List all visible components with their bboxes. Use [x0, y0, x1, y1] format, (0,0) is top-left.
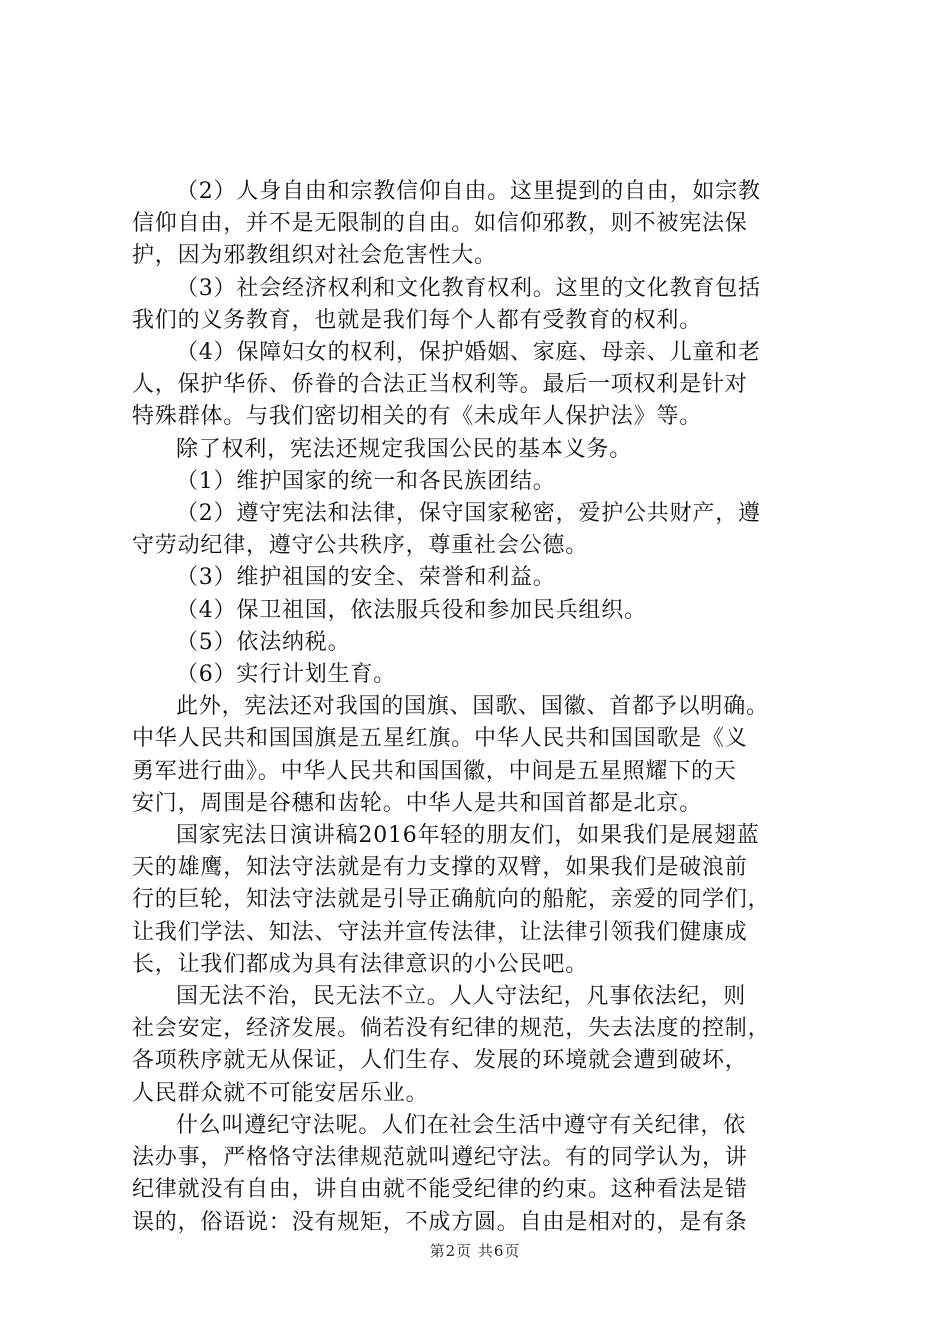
paragraph-women-rights: （4）保障妇女的权利，保护婚姻、家庭、母亲、儿童和老 人，保护华侨、侨眷的合法正当权利等。最后一项权利是针对 特殊群体。与我们密切相关的有《未成年人保护法》等。: [132, 340, 761, 430]
paragraph-duty-4: （4）保卫祖国，依法服兵役和参加民兵组织。: [176, 597, 647, 623]
paragraph-education-rights: （3）社会经济权利和文化教育权利。这里的文化教育包括 我们的义务教育，也就是我们每个人都有受教育的权利。: [132, 275, 761, 333]
paragraph-duty-2: （2）遵守宪法和法律，保守国家秘密，爱护公共财产，遵 守劳动纪律，遵守公共秩序，尊重社会公德。: [132, 501, 761, 559]
paragraph-national-symbols: 此外，宪法还对我国的国旗、国歌、国徽、首都予以明确。 中华人民共和国国旗是五星红旗。中华人民共和国国歌是《义 勇军进行曲》。中华人民共和国国徽，中间是五星照耀下的天 安门，周围是谷穗和齿轮。中华人是共和国首都是北京。: [132, 694, 769, 816]
paragraph-personal-freedom: （2）人身自由和宗教信仰自由。这里提到的自由，如宗教 信仰自由，并不是无限制的自由。如信仰邪教，则不被宪法保 护，因为邪教组织对社会危害性大。: [132, 179, 761, 269]
paragraph-duty-3: （3）维护祖国的安全、荣誉和利益。: [176, 565, 556, 591]
page-number-footer: 第2页 共6页: [429, 1242, 521, 1260]
document-body: [132, 176, 852, 1239]
paragraph-duty-1: （1）维护国家的统一和各民族团结。: [176, 468, 556, 494]
paragraph-duties-intro: 除了权利，宪法还规定我国公民的基本义务。: [176, 436, 633, 462]
paragraph-rule-of-law: 国无法不治，民无法不立。人人守法纪，凡事依法纪，则 社会安定，经济发展。倘若没有纪律的规范，失去法度的控制， 各项秩序就无从保证，人们生存、发展的环境就会遭到破坏， 人民群众就不可能安居乐业。: [132, 984, 771, 1106]
paragraph-speech: 国家宪法日演讲稿2016年轻的朋友们，如果我们是展翅蓝 天的雄鹰，知法守法就是有力支撑的双臂，如果我们是破浪前 行的巨轮，知法守法就是引导正确航向的船舵，亲爱的同学们， 让我们学法、知法、守法并宣传法律，让法律引领我们健康成 长，让我们都成为具有法律意识的小公民吧。: [132, 823, 771, 977]
paragraph-discipline: 什么叫遵纪守法呢。人们在社会生活中遵守有关纪律，依 法办事，严格恪守法律规范就叫遵纪守法。有的同学认为，讲 纪律就没有自由，讲自由就不能受纪律的约束。这种看法是错 误的，俗语说：没有规矩，不成方圆。自由是相对的，是有条: [132, 1112, 748, 1235]
paragraph-duty-5: （5）依法纳税。: [176, 629, 351, 655]
paragraph-duty-6: （6）实行计划生育。: [176, 662, 396, 688]
